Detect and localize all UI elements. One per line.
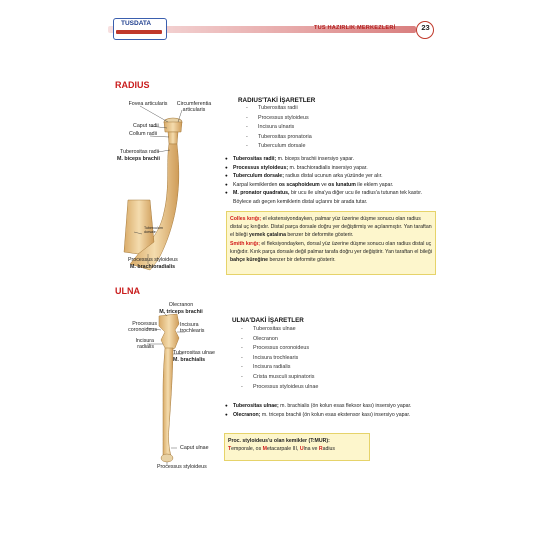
radius-section-title: RADIUS <box>115 80 150 90</box>
list-item: ● Tuberositas radii; m. biceps brachii insersiyo yapar. <box>225 155 435 164</box>
label-collum-radii: Collum radii <box>129 131 157 137</box>
styloid-bones-box <box>224 433 370 461</box>
list-item: - Olecranon <box>241 335 278 342</box>
list-item: ● M. pronator quadratus, bir ucu ile ulna'ya diğer ucu ile radius'a tutunan tek kastır. Böylece adı geçen kemiklerin distal uçlarını bir arada tutar. <box>225 189 435 206</box>
radius-bullet-list <box>225 155 435 207</box>
colles-note: Colles kırığı; el ekstensiyondayken, palmar yüz üzerine düşme sonucu olan radius distal uç kırığıdır. Distal parça dorsale doğru yer değiştirmiş ve açılanmıştır. Yan taraftan el bileği yemek çatalına benzer bir deformite gösterir. <box>230 216 432 239</box>
page-number: 23 <box>421 23 430 32</box>
label-olecranon: Olecranon <box>168 302 194 308</box>
label-m-triceps-brachii: M. triceps brachii <box>159 309 203 315</box>
ulna-list-title: ULNA'DAKİ İŞARETLER <box>232 317 304 324</box>
header-title: TUS HAZIRLIK MERKEZLERİ <box>314 25 396 31</box>
fracture-note-box <box>226 211 436 275</box>
logo-text: TUSDATA <box>121 20 152 27</box>
label-m-biceps-brachii: M. biceps brachii <box>117 156 160 162</box>
list-item: - Incisura trochlearis <box>241 354 299 361</box>
ulna-section-title: ULNA <box>115 286 140 296</box>
label-fovea-articularis: Fovea articularis <box>128 101 168 107</box>
radius-bone-illustration <box>110 92 230 282</box>
label-incisura-radialis: Incisura radialis <box>135 338 154 350</box>
list-item: - Crista musculi supinatoris <box>241 373 315 380</box>
ulna-landmark-list <box>241 325 318 392</box>
label-caput-radii: Caput radii <box>133 123 159 129</box>
label-m-brachialis: M. brachialis <box>173 357 206 363</box>
label-m-brachioradialis: M. brachioradialis <box>130 264 176 270</box>
label-tuberculum-dorsale: Tuberculum dorsale <box>144 226 163 234</box>
label-processus-coronoideus: Processus coronoideus <box>128 321 157 333</box>
list-item: - Processus coronoideus <box>241 345 310 352</box>
label-tuberositas-radii: Tuberositas radii <box>120 149 159 155</box>
ulna-bullet-list <box>225 402 437 419</box>
list-item: - Processus styloideus <box>246 114 309 121</box>
list-item: - Incisura ulnaris <box>246 124 295 131</box>
label-caput-ulnae: Caput ulnae <box>180 445 209 451</box>
logo-underline <box>116 30 162 34</box>
label-processus-styloideus: Processus styloideus <box>128 257 178 263</box>
list-item: - Tuberculum dorsale <box>246 143 306 150</box>
label-processus-styloideus-ulnae: Processus styloideus <box>157 464 207 470</box>
smith-note: Smith kırığı; el fleksiyondayken, dorsal yüz üzerine düşme sonucu olan radius distal uç kırığıdır. Kırık parça dorsale değil palmar tarafa doğru yer değiştirir. Yan taraftan el bileği bahçe küreğine benzer bir deformite gösterir. <box>230 240 432 264</box>
list-item: - Tuberositas radii <box>246 105 298 111</box>
list-item: ● Karpal kemiklerden os scaphoideum ve os lunatum ile eklem yapar. <box>225 181 435 190</box>
styloid-box-title: Proc. styloideus'u olan kemikler (T:MUR): <box>228 438 330 444</box>
list-item: - Processus styloideus ulnae <box>241 383 319 390</box>
list-item: - Tuberositas pronatoria <box>246 133 312 140</box>
styloid-box-text: Temporale, os Metacarpale III, Ulna ve Radius <box>228 446 336 453</box>
radius-landmark-list <box>246 104 312 152</box>
radius-list-title: RADIUS'TAKİ İŞARETLER <box>238 97 316 104</box>
list-item: - Incisura radialis <box>241 364 291 371</box>
list-item: - Tuberositas ulnae <box>241 326 296 332</box>
list-item: ● Olecranon; m. triceps brachii (ön kolun esas ekstensor kası) insersiyo yapar. <box>225 411 437 420</box>
list-item: ● Tuberculum dorsale; radius distal ucunun arka yüzünde yer alır. <box>225 172 435 181</box>
label-tuberositas-ulnae: Tuberositas ulnae <box>173 350 215 356</box>
list-item: ● Processus styloideus; m. brachioradialis insersiyo yapar. <box>225 164 435 173</box>
list-item: ● Tuberositas ulnae; m. brachialis (ön kolun esas fleksor kası) insersiyo yapar. <box>225 402 437 411</box>
label-incisura-trochlearis: Incisura trochlearis <box>180 322 205 334</box>
label-circumferentia-articularis: Circumferentia articularis <box>176 101 212 113</box>
